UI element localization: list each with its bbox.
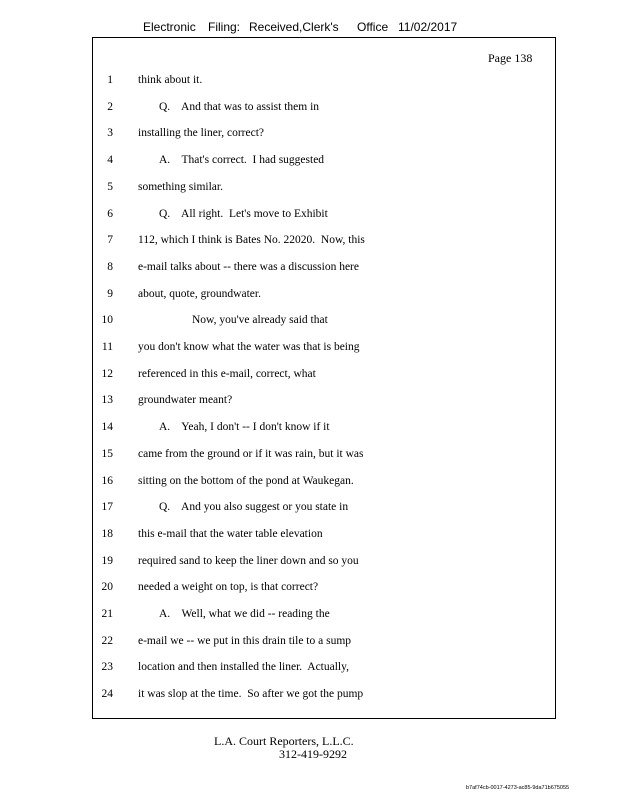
line-number: 7 (107, 234, 113, 247)
header-office: Office (357, 20, 389, 34)
footer-company: L.A. Court Reporters, L.L.C. (214, 734, 354, 748)
header-filing: Filing: (208, 20, 241, 34)
line-text: Q. And you also suggest or you state in (159, 501, 349, 514)
transcript-line (92, 341, 556, 357)
transcript-line (92, 368, 556, 384)
transcript-line (92, 154, 556, 170)
line-number: 1 (107, 74, 113, 86)
transcript-line (92, 448, 556, 464)
line-text: it was slop at the time. So after we got the pump (138, 688, 364, 701)
line-number: 2 (107, 100, 113, 113)
line-text: Q. And that was to assist them in (159, 100, 320, 113)
line-number: 9 (107, 287, 113, 300)
transcript-line (92, 314, 556, 330)
line-number: 15 (101, 447, 113, 460)
transcript-line (92, 208, 556, 224)
line-number: 6 (107, 207, 113, 220)
header-electronic: Electronic (143, 20, 196, 34)
transcript-line (92, 501, 556, 517)
transcript-line (92, 421, 556, 437)
line-text: came from the ground or if it was rain, but it was (138, 447, 364, 460)
line-text: about, quote, groundwater. (138, 287, 261, 300)
line-number: 18 (101, 527, 113, 540)
line-number: 24 (101, 688, 113, 701)
transcript-line (92, 608, 556, 624)
transcript-line (92, 288, 556, 304)
line-text: A. Yeah, I don't -- I don't know if it (159, 421, 330, 434)
page-number: Page 138 (488, 51, 533, 65)
transcript-line (92, 528, 556, 544)
line-number: 12 (101, 367, 113, 380)
line-text: something similar. (138, 180, 223, 193)
line-number: 3 (107, 127, 113, 140)
line-number: 10 (101, 314, 113, 327)
line-number: 21 (101, 608, 113, 620)
transcript-line (92, 234, 556, 250)
header-received: Received,Clerk's (249, 20, 339, 34)
line-text: A. Well, what we did -- reading the (159, 608, 330, 620)
line-text: Q. All right. Let's move to Exhibit (159, 207, 328, 220)
document-id: b7af74cb-0017-4273-ac85-9da71b675055 (466, 785, 570, 791)
transcript-line (92, 101, 556, 117)
line-text: location and then installed the liner. Actually, (138, 661, 349, 674)
transcript-line (92, 181, 556, 197)
line-number: 17 (101, 501, 113, 514)
line-text: required sand to keep the liner down and so you (138, 554, 359, 567)
line-number: 8 (107, 260, 113, 273)
line-text: groundwater meant? (138, 394, 233, 407)
line-text: this e-mail that the water table elevation (138, 527, 323, 540)
transcript-line (92, 127, 556, 143)
footer-phone: 312-419-9292 (279, 747, 347, 761)
transcript-line (92, 688, 556, 704)
transcript-line (92, 475, 556, 491)
line-number: 14 (101, 421, 113, 434)
line-text: think about it. (138, 74, 203, 86)
transcript-line (92, 581, 556, 597)
transcript-line (92, 394, 556, 410)
transcript-line (92, 74, 556, 90)
header-date: 11/02/2017 (398, 20, 458, 34)
line-text: installing the liner, correct? (138, 127, 264, 140)
line-number: 11 (101, 341, 113, 353)
transcript-line (92, 261, 556, 277)
line-text: e-mail we -- we put in this drain tile to a sump (138, 634, 352, 647)
transcript-line (92, 635, 556, 651)
line-number: 22 (101, 634, 113, 647)
transcript-line (92, 661, 556, 677)
line-number: 13 (101, 394, 113, 407)
line-number: 16 (101, 474, 113, 487)
line-text: 112, which I think is Bates No. 22020. Now, this (138, 234, 365, 247)
line-number: 19 (101, 554, 113, 567)
line-text: A. That's correct. I had suggested (159, 154, 325, 167)
line-text: sitting on the bottom of the pond at Waukegan. (138, 474, 354, 487)
line-text: referenced in this e-mail, correct, what (138, 367, 316, 380)
line-text: you don't know what the water was that is being (138, 341, 360, 353)
line-number: 23 (101, 661, 113, 674)
line-number: 4 (107, 154, 113, 167)
transcript-line (92, 555, 556, 571)
line-number: 5 (107, 180, 113, 193)
line-text: e-mail talks about -- there was a discussion here (138, 260, 359, 273)
line-text: needed a weight on top, is that correct? (138, 581, 319, 594)
line-text: Now, you've already said that (192, 314, 328, 327)
line-number: 20 (101, 581, 113, 594)
